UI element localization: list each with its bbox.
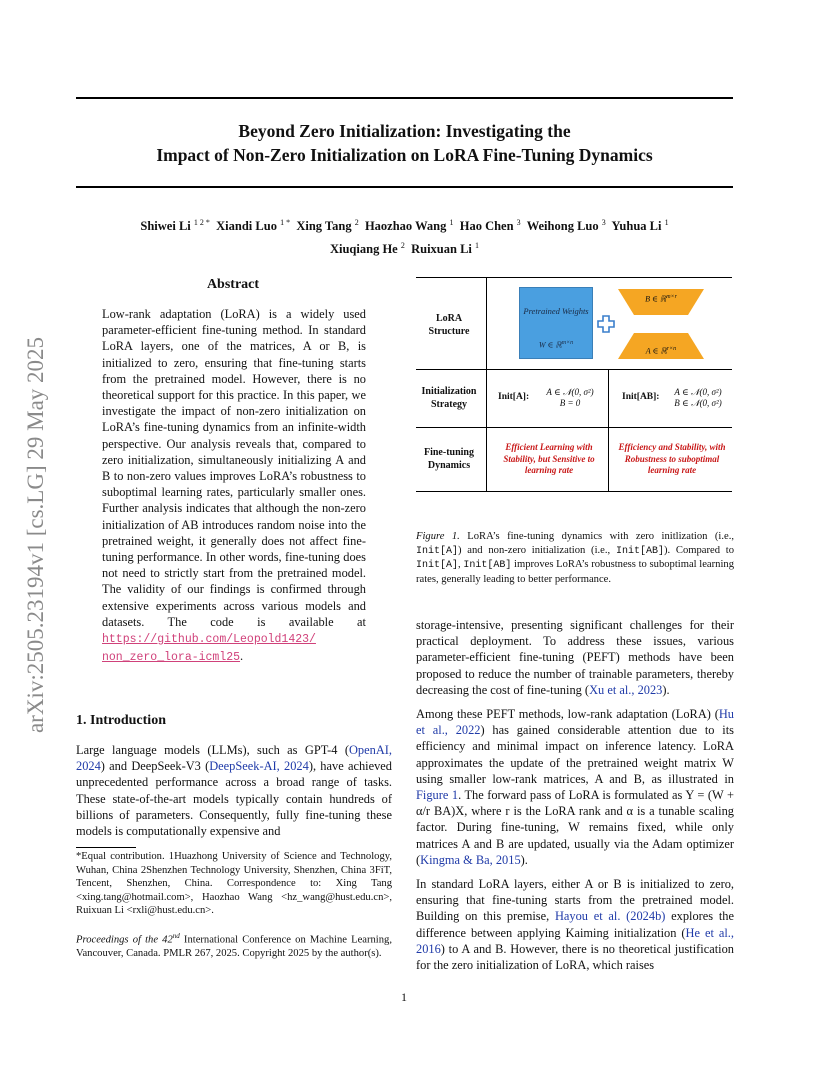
author: Xiuqiang He $^2$ [329,241,405,257]
matrix-a-label: A ∈ ℝ$^{r\times n}$ [645,346,677,356]
citation-link[interactable]: OpenAI, 2024 [76,743,392,774]
citation-link[interactable]: Xu et al., 2023 [589,682,663,697]
abstract-body: Low-rank adaptation (LoRA) is a widely used parameter-efficient fine-tuning method. In standard LoRA layers, one of the matrices, A or B, is initialized to zero, ensuring that fine-tuning starts from the pretrained model. However, there is no theoretical support for this practice. In this paper, we investigate the impact of non-zero initialization on LoRA’s fine-tuning dynamics from an infinite-width perspective. Our analysis reveals that, compared to zero initialization, simultaneously initializing A and B to non-zero values improves LoRA’s robustness to suboptimal learning rates, particularly smaller ones. Further analysis indicates that although the non-zero initialization of AB introduces random noise into the pretrained weight, it generally does not affect fine-tuning performance. In other words, fine-tuning does not need to strictly start from the pretrained model. The validity of our findings is confirmed through extensive experiments across various models and datasets. The code is available at https://github.com/Leopold1423/ non_zero_lora-icml25. [102,307,366,665]
author: Shiwei Li $^{1 2 *}$ [140,218,210,234]
init-ab-label: Init[AB]: [622,392,660,402]
row-label-structure: LoRA Structure [428,313,470,337]
body-paragraph: In standard LoRA layers, either A or B is initialized to zero, ensuring that fine-tuning starts from the pretrained model. Building on this premise, Hayou et al. (2024b) explores the difference between applying Kaiming initialization (He et al., 2016) to A and B. However, there is no theoretical justification for the zero initialization of LoRA, which raises [416,877,734,973]
title-line-2: Impact of Non-Zero Initialization on LoRA Fine-Tuning Dynamics [156,145,653,165]
author: Xing Tang $^2$ [296,218,359,234]
init-a-label: Init[A]: [498,392,530,402]
proceedings-note: Proceedings of the 42nd International Conference on Machine Learning, Vancouver, Canada. PMLR 267, 2025. Copyright 2025 by the author(s). [76,932,392,960]
author-list [76,213,733,259]
matrix-b-label: B ∈ ℝ$^{m\times r}$ [645,294,677,304]
title-line-1: Beyond Zero Initialization: Investigating the [238,121,571,141]
figure-caption: Figure 1. LoRA’s fine-tuning dynamics with zero initlization (i.e., Init[A]) and non-zero initialization (i.e., Init[AB]). Compared to Init[A], Init[AB] improves LoRA’s robustness to suboptimal learning rates, generally leading to better performance. [416,531,735,585]
author: Ruixuan Li $^1$ [411,241,480,257]
init-ab-equations: A ∈ 𝒩(0, σ²) B ∈ 𝒩(0, σ²) [674,387,722,408]
arxiv-sidebar [18,290,54,780]
row-label-dynamics: Fine-tuning Dynamics [423,447,474,471]
weights-label: Pretrained Weights [523,306,589,316]
author-line-2 [76,236,733,259]
abstract-text: Low-rank adaptation (LoRA) is a widely used parameter-efficient fine-tuning method. In standard LoRA layers, one of the matrices, A or B, is initialized to zero, ensuring that fine-tuning starts from the pretrained model. However, there is no theoretical support for this practice. In this paper, we investigate the impact of non-zero initialization on LoRA’s fine-tuning dynamics from an infinite-width perspective. Our analysis reveals that, compared to zero initialization, simultaneously initializing A and B to non-zero values improves LoRA’s robustness to suboptimal learning rates, particularly smaller ones. Further analysis indicates that although the non-zero initialization of AB introduces random noise into the pretrained weight, it generally does not affect fine-tuning performance. In other words, fine-tuning does not need to strictly start from the pretrained model. The validity of our findings is confirmed through extensive experiments across various models and datasets. The code is available at [102,307,366,629]
author: Hao Chen $^3$ [459,218,521,234]
init-a-equations: A ∈ 𝒩(0, σ²) B = 0 [546,387,594,408]
intro-paragraph: Large language models (LLMs), such as GPT-4 (OpenAI, 2024) and DeepSeek-V3 (DeepSeek-AI, 2024), have achieved unprecedented performance across a broad range of tasks. These state-of-the-art models typically contain hundreds of billions of parameters. Consequently, fully fine-tuning these models is computationally expensive and [76,743,392,839]
figure-reference-link[interactable]: Figure 1 [416,788,459,803]
figure-divider [486,277,487,491]
figure-divider [608,369,609,491]
title-top-rule [76,97,733,99]
author: Haozhao Wang $^1$ [364,218,454,234]
figure-1 [416,277,732,492]
dynamics-init-a: Efficient Learning with Stability, but Sensitive to learning rate [503,442,595,475]
citation-link[interactable]: Kingma & Ba, 2015 [420,852,521,867]
pretrained-weights-block [519,287,593,359]
author: Xiandi Luo $^{1 *}$ [216,218,291,234]
plus-icon [596,314,616,334]
title-bottom-rule [76,186,733,188]
body-paragraph: storage-intensive, presenting significant challenges for their practical deployment. To address these issues, various parameter-efficient fine-tuning (PEFT) methods have been proposed to reduce the number of trainable parameters, thereby decreasing the cost of fine-tuning (Xu et al., 2023). [416,618,734,697]
figure-rule [416,427,732,428]
arxiv-id: arXiv:2505.23194v1 [cs.LG] 29 May 2025 [23,336,48,734]
code-link[interactable]: https://github.com/Leopold1423/ non_zero_lora-icml25 [102,633,316,665]
affiliations-footnote: *Equal contribution. 1Huazhong University of Science and Technology, Wuhan, China 2Shenzhen Technology University, Shenzhen, China 3FiT, Tencent, Shenzhen, China. Correspondence to: Xing Tang <xing.tang@hotmail.com>, Haozhao Wang <hz_wang@hust.edu.cn>, Ruixuan Li <rxli@hust.edu.cn>. [76,851,392,917]
citation-link[interactable]: Hu et al., 2022 [416,707,734,738]
row-label-init: Initialization Strategy [421,386,477,410]
citation-link[interactable]: He et al., 2016 [416,925,734,956]
dynamics-init-ab: Efficiency and Stability, with Robustness to suboptimal learning rate [618,442,726,475]
citation-link[interactable]: DeepSeek-AI, 2024 [209,759,309,774]
page-number: 1 [401,990,407,1004]
body-paragraph: Among these PEFT methods, low-rank adaptation (LoRA) (Hu et al., 2022) has gained considerable attention due to its efficiency and minimal impact on inference latency. LoRA approximates the update of the pretrained weight matrix W using smaller low-rank matrices, A and B, as illustrated in Figure 1. The forward pass of LoRA is formulated as Y = (W + α/r BA)X, where r is the LoRA rank and α is a tunable scaling factor. During fine-tuning, W remains fixed, while only matrices A and B are updated, usually via the Adam optimizer (Kingma & Ba, 2015). [416,707,734,867]
section-heading-introduction: 1. Introduction [76,713,166,728]
weights-dim: W ∈ ℝ$^{m\times n}$ [538,340,574,350]
paper-title [76,119,733,167]
author-line-1 [76,213,733,236]
figure-rule [416,491,732,492]
author: Weihong Luo $^3$ [526,218,606,234]
abstract-heading: Abstract [206,277,260,292]
figure-rule [416,277,732,278]
citation-link[interactable]: Hayou et al. (2024b) [554,909,666,924]
footnote-rule [76,847,136,848]
author: Yuhua Li $^1$ [611,218,669,234]
figure-rule [416,369,732,370]
